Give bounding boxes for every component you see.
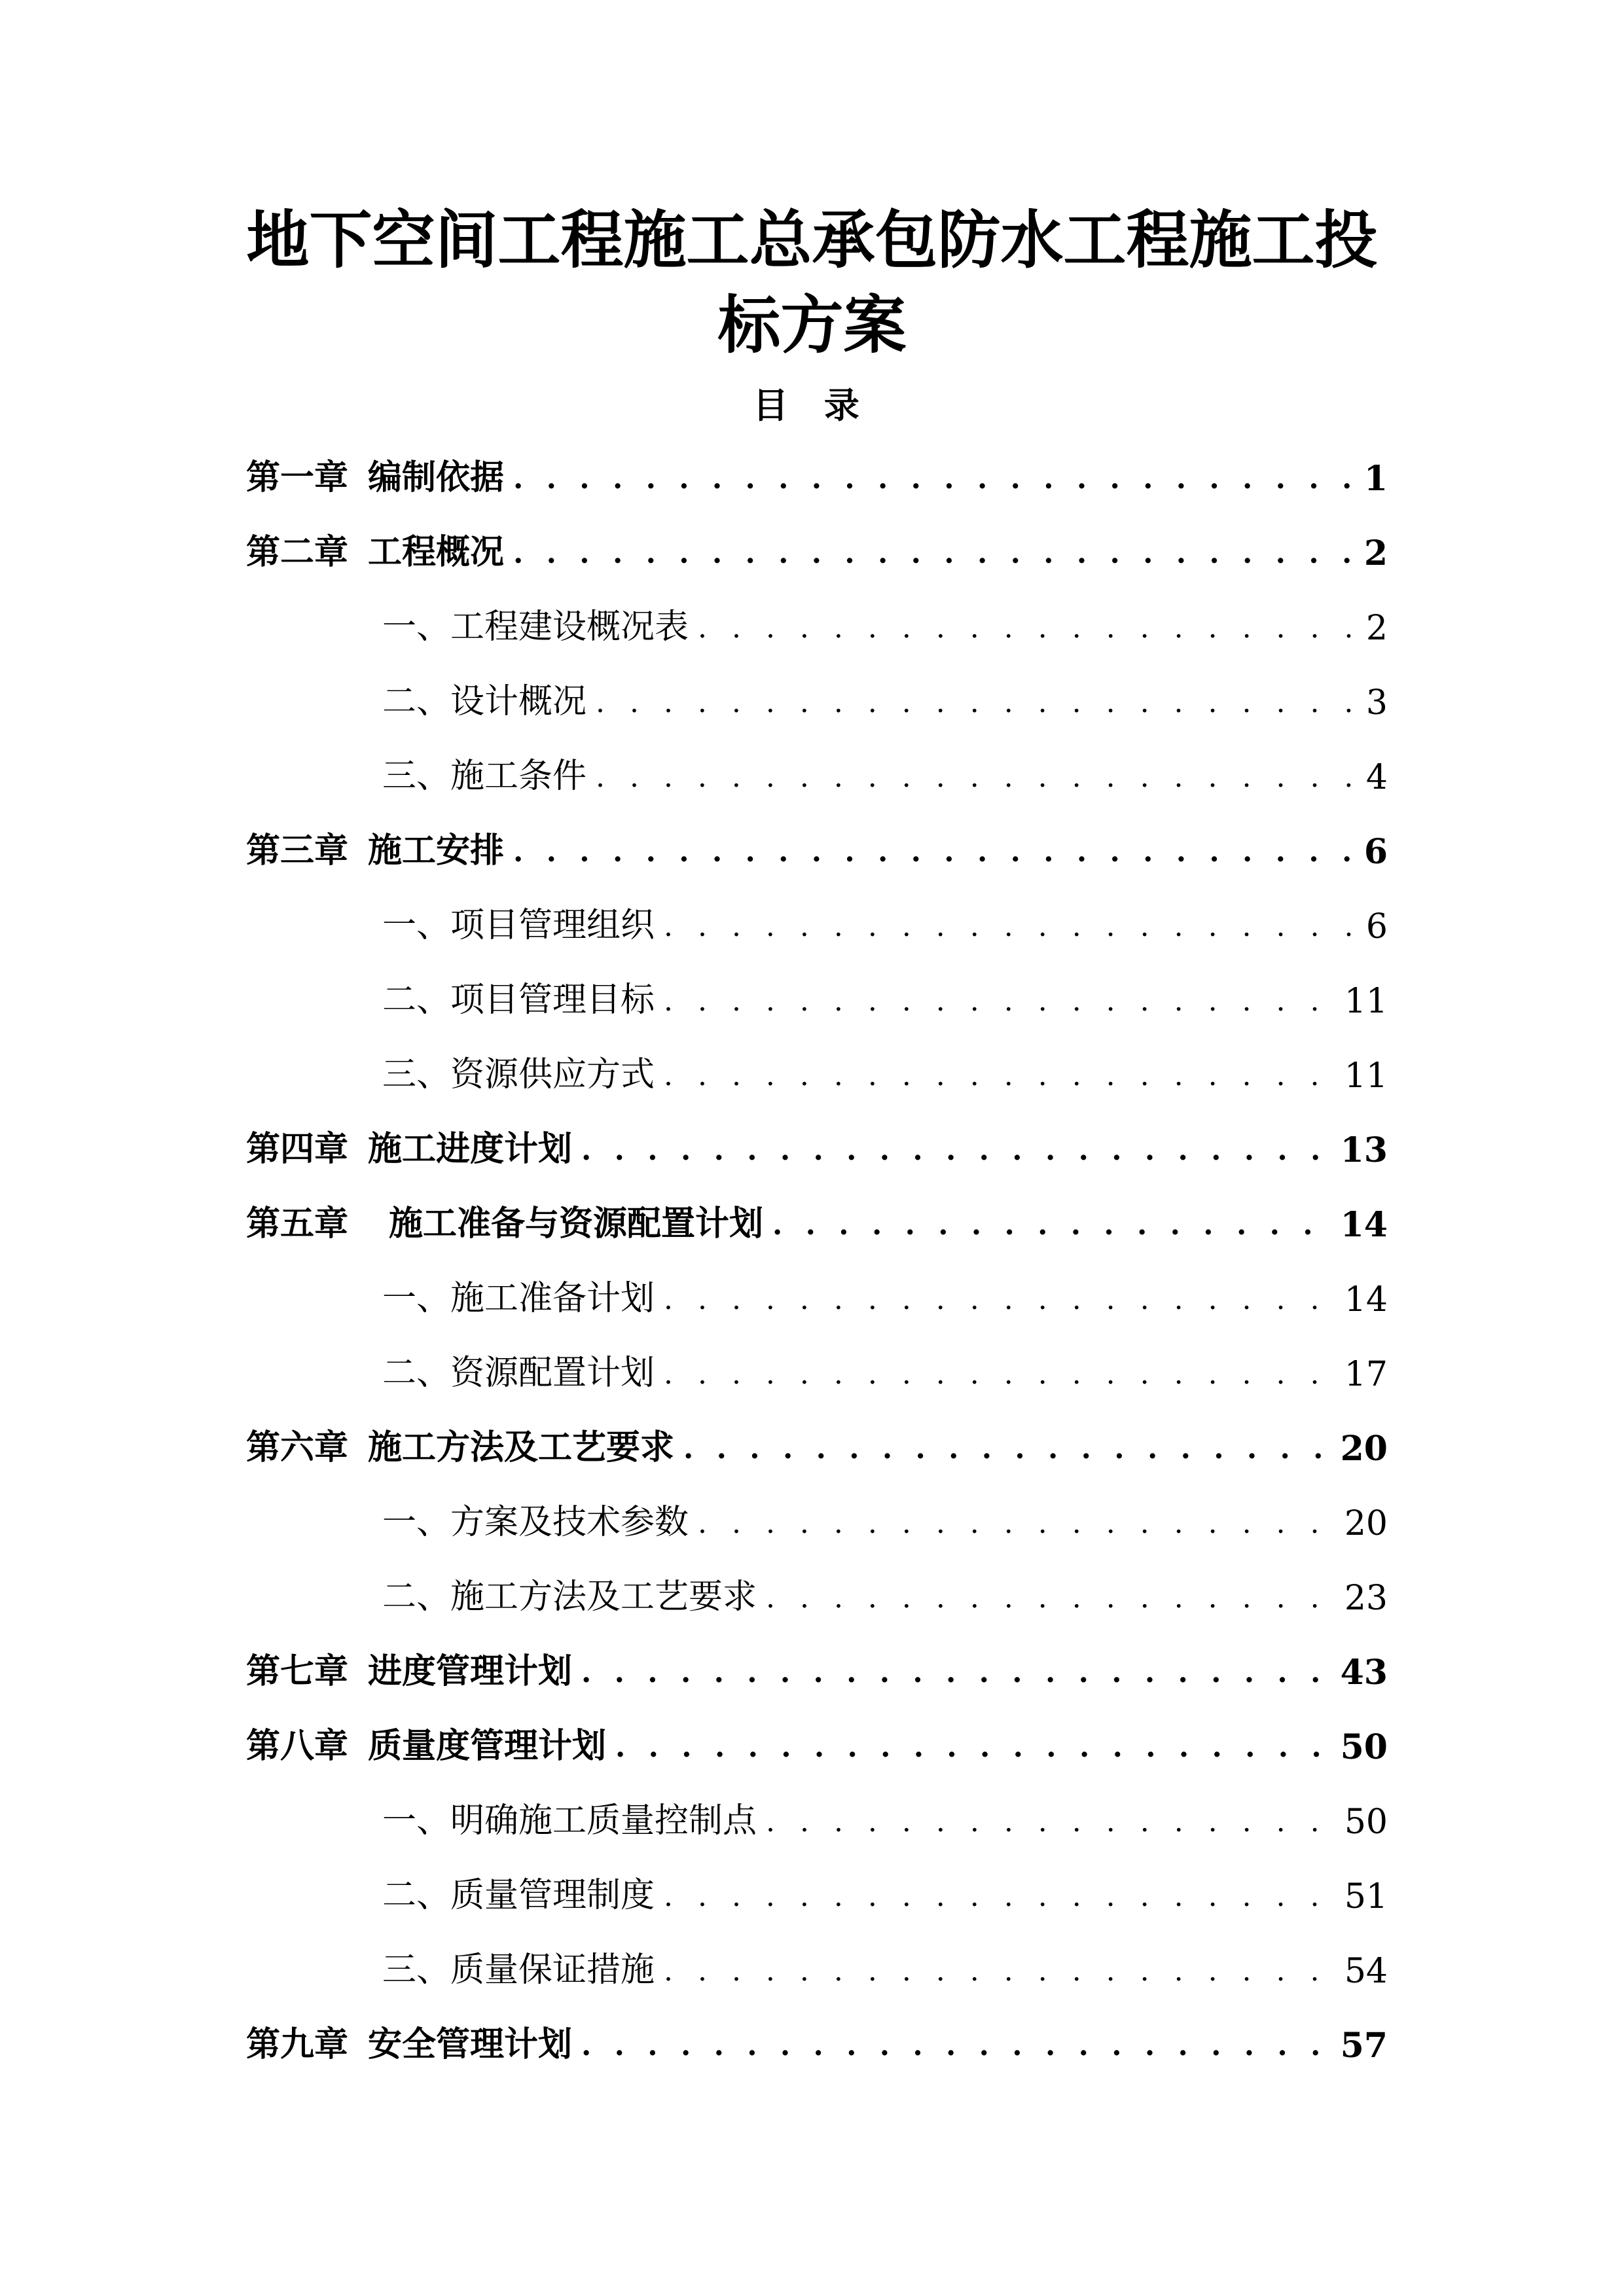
toc-entry-section[interactable] [382,1572,1388,1618]
chapter-number: 第八章 [246,1726,349,1766]
page-number: 43 [1340,1653,1388,1693]
page-number: 11 [1344,1056,1388,1096]
toc-heading: 目 录 [753,384,871,426]
section-title: 二、施工方法及工艺要求 [382,1577,757,1617]
dot-leader [772,1212,1331,1238]
toc-entry-label [246,1420,674,1469]
chapter-number: 第七章 [246,1651,349,1691]
toc-entry-chapter-1[interactable] [246,453,1388,499]
document-title-line-1: 地下空间工程施工总承包防水工程施工投 [246,203,1378,277]
page-number: 20 [1340,1429,1388,1469]
page-number: 20 [1344,1504,1388,1543]
chapter-title: 工程概况 [368,532,505,572]
chapter-title: 安全管理计划 [368,2024,573,2064]
page-number: 2 [1365,609,1388,648]
toc-entry-chapter-6[interactable] [246,1423,1388,1469]
toc-entry-section[interactable] [382,975,1388,1021]
toc-entry-chapter-5[interactable] [246,1199,1388,1245]
dot-leader [698,615,1357,641]
dot-leader [664,1063,1335,1089]
section-title: 二、项目管理目标 [382,980,655,1020]
section-title: 三、质量保证措施 [382,1950,655,1990]
section-title: 一、明确施工质量控制点 [382,1801,757,1840]
chapter-title: 施工准备与资源配置计划 [389,1204,764,1244]
chapter-number: 第五章 [246,1204,349,1244]
toc-entry-section[interactable] [382,1274,1388,1319]
dot-leader [581,2033,1331,2059]
chapter-title: 进度管理计划 [368,1651,573,1691]
chapter-number: 第六章 [246,1427,349,1467]
toc-entry-chapter-4[interactable] [246,1124,1388,1170]
dot-leader [581,1660,1331,1686]
toc-entry-section[interactable] [382,901,1388,946]
chapter-title: 施工安排 [368,831,505,870]
toc-entry-section[interactable] [382,602,1388,648]
toc-entry-section[interactable] [382,1348,1388,1394]
page-number: 57 [1340,2026,1388,2066]
toc-entry-label [246,524,504,573]
toc-entry-chapter-8[interactable] [246,1721,1388,1767]
dot-leader [596,764,1357,791]
dot-leader [664,988,1335,1014]
section-title: 一、施工准备计划 [382,1279,655,1318]
dot-leader [596,690,1357,716]
chapter-number: 第九章 [246,2024,349,2064]
toc-entry-label [246,1196,763,1245]
toc-entry-label [246,823,504,872]
dot-leader [664,914,1357,940]
dot-leader [513,541,1355,567]
toc-entry-label [246,2017,572,2066]
page-number: 51 [1344,1877,1388,1916]
toc-entry-section[interactable] [382,1050,1388,1096]
page-number: 6 [1363,832,1388,872]
dot-leader [683,1436,1331,1462]
dot-leader [664,1958,1335,1984]
dot-leader [664,1361,1335,1388]
dot-leader [664,1884,1335,1910]
document-title-line-2: 标方案 [717,288,907,362]
page-number: 6 [1365,907,1388,946]
toc-entry-section[interactable] [382,751,1388,797]
page-number: 1 [1363,459,1388,499]
toc-entry-chapter-7[interactable] [246,1647,1388,1693]
toc-entry-label [246,450,504,499]
toc-entry-label [246,1121,572,1170]
toc-entry-chapter-2[interactable] [246,528,1388,573]
section-title: 三、资源供应方式 [382,1055,655,1094]
dot-leader [698,1511,1335,1537]
page-number: 17 [1344,1355,1388,1394]
toc-entry-chapter-9[interactable] [246,2020,1388,2066]
page-number: 11 [1344,982,1388,1021]
section-title: 一、方案及技术参数 [382,1503,689,1542]
page-number: 54 [1344,1952,1388,1991]
dot-leader [513,839,1355,865]
page-number: 2 [1363,533,1388,573]
page-number: 14 [1340,1205,1388,1245]
toc-entry-section[interactable] [382,1871,1388,1916]
dot-leader [664,1287,1335,1313]
toc-entry-chapter-3[interactable] [246,826,1388,872]
toc-entry-section[interactable] [382,1945,1388,1991]
chapter-title: 施工进度计划 [368,1129,573,1169]
section-title: 二、质量管理制度 [382,1876,655,1915]
dot-leader [615,1734,1331,1761]
section-title: 一、项目管理组织 [382,906,655,945]
dot-leader [766,1585,1335,1611]
toc-entry-section[interactable] [382,1498,1388,1543]
page-number: 14 [1344,1280,1388,1319]
page-number: 3 [1365,683,1388,723]
page-number: 50 [1340,1727,1388,1767]
section-title: 二、设计概况 [382,682,587,721]
section-title: 二、资源配置计划 [382,1354,655,1393]
chapter-number: 第四章 [246,1129,349,1169]
dot-leader [581,1138,1331,1164]
page-number: 50 [1344,1803,1388,1842]
chapter-number: 第三章 [246,831,349,870]
page-number: 13 [1340,1130,1388,1170]
chapter-title: 编制依据 [368,457,505,497]
toc-entry-section[interactable] [382,677,1388,723]
chapter-title: 质量度管理计划 [368,1726,607,1766]
section-title: 一、工程建设概况表 [382,607,689,647]
section-title: 三、施工条件 [382,757,587,796]
toc-entry-section[interactable] [382,1796,1388,1842]
chapter-title: 施工方法及工艺要求 [368,1427,675,1467]
dot-leader [513,466,1355,492]
chapter-number: 第二章 [246,532,349,572]
dot-leader [766,1809,1335,1835]
toc-entry-label [246,1643,572,1693]
chapter-number: 第一章 [246,457,349,497]
toc-entry-label [246,1718,606,1767]
page-number: 4 [1365,758,1388,797]
page-number: 23 [1344,1579,1388,1618]
